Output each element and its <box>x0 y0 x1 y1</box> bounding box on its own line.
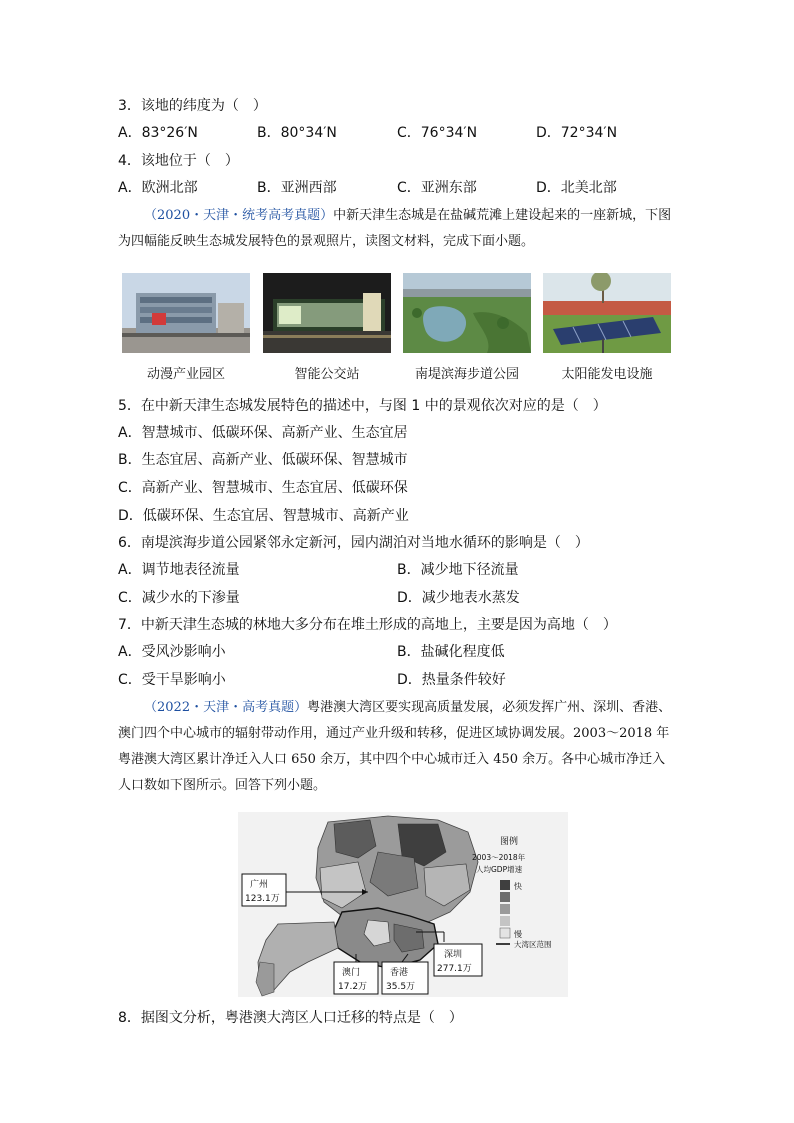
macau-value: 17.2万 <box>338 982 368 992</box>
q5-option-a[interactable]: A．智慧城市、低碳环保、高新产业、生态宜居 <box>118 425 408 441</box>
q8-stem: 8．据图文分析，粤港澳大湾区人口迁移的特点是（ ） <box>118 1010 463 1026</box>
intro-text-1: 中新天津生态城是在盐碱荒滩上建设起来的一座新城，下图为四幅能反映生态城发展特色的景观照片，读图文材料，完成下面小题。 <box>118 208 672 249</box>
q4-option-b[interactable]: B．亚洲西部 <box>257 180 337 196</box>
q5-option-d[interactable]: D．低碳环保、生态宜居、智慧城市、高新产业 <box>118 508 409 524</box>
exam-source-2: （2022・天津・高考真题） <box>144 700 308 715</box>
q4-stem: 4．该地位于（ ） <box>118 153 239 169</box>
q6-option-d[interactable]: D．减少地表水蒸发 <box>397 590 520 606</box>
q3-option-c[interactable]: C．76°34′N <box>397 125 478 141</box>
legend-swatch-2 <box>500 892 510 902</box>
photo-smart-bus-station <box>263 273 391 353</box>
legend-swatch-5 <box>500 928 510 938</box>
legend-fast: 快 <box>514 882 522 891</box>
hongkong-name: 香港 <box>390 968 409 978</box>
photo-caption-1: 动漫产业园区 <box>146 367 225 382</box>
photo-caption-3: 南堤滨海步道公园 <box>414 367 519 382</box>
photo-caption-4: 太阳能发电设施 <box>561 367 653 382</box>
guangzhou-value: 123.1万 <box>245 894 280 904</box>
q5-option-c[interactable]: C．高新产业、智慧城市、生态宜居、低碳环保 <box>118 480 408 496</box>
q6-option-a[interactable]: A．调节地表径流量 <box>118 562 240 578</box>
legend-swatch-1 <box>500 880 510 890</box>
shenzhen-value: 277.1万 <box>437 964 472 974</box>
q5-stem: 5．在中新天津生态城发展特色的描述中，与图 1 中的景观依次对应的是（ ） <box>118 398 607 414</box>
q7-option-a[interactable]: A．受风沙影响小 <box>118 644 226 660</box>
guangzhou-name: 广州 <box>250 880 269 890</box>
q3-option-d[interactable]: D．72°34′N <box>536 125 618 141</box>
photo-seaside-park <box>403 273 531 353</box>
legend-swatch-3 <box>500 904 510 914</box>
q7-option-d[interactable]: D．热量条件较好 <box>397 672 506 688</box>
q7-option-c[interactable]: C．受干旱影响小 <box>118 672 226 688</box>
q5-option-b[interactable]: B．生态宜居、高新产业、低碳环保、智慧城市 <box>118 452 408 468</box>
q6-option-b[interactable]: B．减少地下径流量 <box>397 562 519 578</box>
hongkong-value: 35.5万 <box>386 982 416 992</box>
legend-swatch-4 <box>500 916 510 926</box>
q3-option-a[interactable]: A．83°26′N <box>118 125 198 141</box>
greater-bay-area-map <box>238 812 568 997</box>
q6-option-c[interactable]: C．减少水的下渗量 <box>118 590 240 606</box>
photo-caption-2: 智能公交站 <box>294 367 360 382</box>
photo-animation-park <box>122 273 250 353</box>
q4-option-c[interactable]: C．亚洲东部 <box>397 180 477 196</box>
q4-option-d[interactable]: D．北美北部 <box>536 180 617 196</box>
intro-paragraph-1 <box>118 203 678 255</box>
q3-option-b[interactable]: B．80°34′N <box>257 125 337 141</box>
q7-stem: 7．中新天津生态城的林地大多分布在堆土形成的高地上，主要是因为高地（ ） <box>118 617 617 633</box>
legend-subtitle-2: 人均GDP增速 <box>476 865 523 874</box>
q4-option-a[interactable]: A．欧洲北部 <box>118 180 198 196</box>
legend-slow: 慢 <box>514 930 522 939</box>
exam-source-1: （2020・天津・统考高考真题） <box>144 208 334 223</box>
q6-stem: 6．南堤滨海步道公园紧邻永定新河，园内湖泊对当地水循环的影响是（ ） <box>118 535 589 551</box>
q7-option-b[interactable]: B．盐碱化程度低 <box>397 644 505 660</box>
legend-boundary: 大湾区范围 <box>514 940 552 949</box>
intro-paragraph-2 <box>118 695 678 799</box>
macau-name: 澳门 <box>342 968 361 978</box>
photo-solar-facility <box>543 273 671 353</box>
legend-subtitle: 2003～2018年 <box>472 853 526 862</box>
intro-text-2: 粤港澳大湾区要实现高质量发展，必须发挥广州、深圳、香港、澳门四个中心城市的辐射带动作用，通过产业升级和转移，促进区域协调发展。2003～2018 年粤港澳大湾区累计净迁入人口 650 余万，其中四个中心城市迁入 450 余万。各中心城市净迁入人口数如下图所示。回答下列小题。 <box>118 700 672 793</box>
shenzhen-name: 深圳 <box>444 950 463 960</box>
legend-title: 图例 <box>500 837 519 847</box>
q3-stem: 3．该地的纬度为（ ） <box>118 98 267 114</box>
